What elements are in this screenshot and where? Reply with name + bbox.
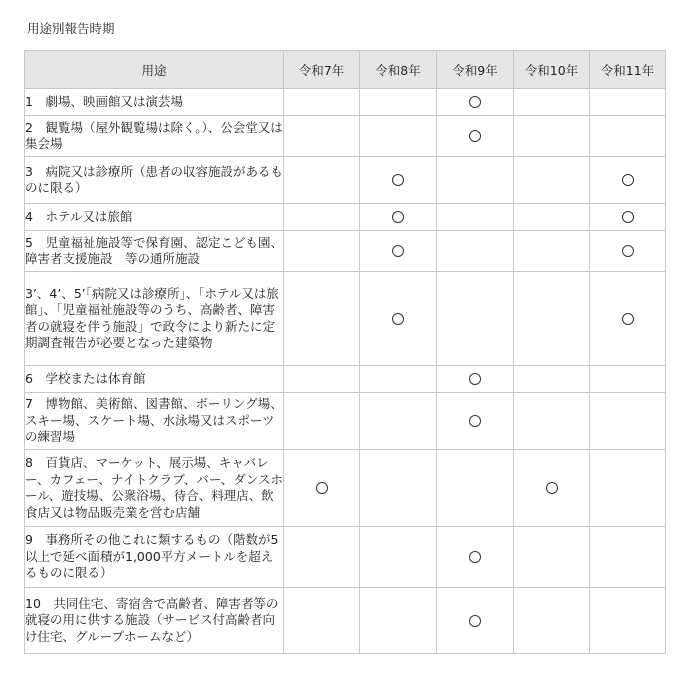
- year-cell: [590, 588, 666, 654]
- report-schedule-table: [24, 50, 666, 654]
- circle-mark-icon: [469, 551, 481, 563]
- year-cell: [590, 157, 666, 204]
- circle-mark-icon: [469, 615, 481, 627]
- use-cell: 5 児童福祉施設等で保育園、認定こども園、障害者支援施設 等の通所施設: [25, 231, 284, 272]
- year-cell: [284, 393, 360, 450]
- year-cell: [284, 89, 360, 116]
- year-cell: [360, 272, 437, 366]
- table-row: [25, 527, 666, 588]
- year-cell: [590, 393, 666, 450]
- year-cell: [360, 157, 437, 204]
- circle-mark-icon: [392, 211, 404, 223]
- use-cell: 8 百貨店、マーケット、展示場、キャバレー、カフェー、ナイトクラブ、バー、ダンスホール、遊技場、公衆浴場、待合、料理店、飲食店又は物品販売業を営む店舗: [25, 450, 284, 527]
- table-row: [25, 272, 666, 366]
- year-cell: [437, 450, 514, 527]
- year-cell: [437, 272, 514, 366]
- use-cell: 3 病院又は診療所（患者の収容施設があるものに限る）: [25, 157, 284, 204]
- circle-mark-icon: [622, 245, 634, 257]
- year-cell: [514, 450, 590, 527]
- circle-mark-icon: [622, 174, 634, 186]
- table-row: [25, 116, 666, 157]
- year-cell: [360, 231, 437, 272]
- year-cell: [514, 366, 590, 393]
- year-cell: [437, 527, 514, 588]
- year-cell: [514, 588, 590, 654]
- year-cell: [514, 527, 590, 588]
- year-cell: [360, 89, 437, 116]
- year-cell: [514, 89, 590, 116]
- year-cell: [590, 366, 666, 393]
- year-cell: [590, 450, 666, 527]
- table-row: [25, 89, 666, 116]
- table-row: [25, 393, 666, 450]
- year-cell: [360, 450, 437, 527]
- circle-mark-icon: [546, 482, 558, 494]
- year-cell: [284, 231, 360, 272]
- year-cell: [590, 204, 666, 231]
- table-row: [25, 450, 666, 527]
- year-cell: [360, 204, 437, 231]
- year-cell: [284, 272, 360, 366]
- use-cell: 1 劇場、映画館又は演芸場: [25, 89, 284, 116]
- year-cell: [284, 588, 360, 654]
- year-cell: [437, 89, 514, 116]
- year-cell: [437, 157, 514, 204]
- year-cell: [284, 116, 360, 157]
- circle-mark-icon: [469, 130, 481, 142]
- use-cell: 6 学校または体育館: [25, 366, 284, 393]
- column-header-year: 令和11年: [590, 51, 666, 89]
- table-header-row: [25, 51, 666, 89]
- year-cell: [590, 231, 666, 272]
- circle-mark-icon: [622, 313, 634, 325]
- year-cell: [590, 527, 666, 588]
- column-header-year: 令和8年: [360, 51, 437, 89]
- use-cell: 3’、4’、5’「病院又は診療所」、「ホテル又は旅館」、「児童福祉施設等のうち、高齢者、障害者の就寝を伴う施設」で政令により新たに定期調査報告が必要となった建築物: [25, 272, 284, 366]
- year-cell: [514, 204, 590, 231]
- year-cell: [284, 366, 360, 393]
- year-cell: [437, 366, 514, 393]
- circle-mark-icon: [469, 415, 481, 427]
- year-cell: [360, 393, 437, 450]
- year-cell: [514, 157, 590, 204]
- table-row: [25, 204, 666, 231]
- year-cell: [284, 204, 360, 231]
- table-row: [25, 157, 666, 204]
- circle-mark-icon: [392, 174, 404, 186]
- table-row: [25, 366, 666, 393]
- year-cell: [514, 272, 590, 366]
- year-cell: [437, 116, 514, 157]
- year-cell: [284, 450, 360, 527]
- column-header-year: 令和7年: [284, 51, 360, 89]
- year-cell: [437, 204, 514, 231]
- year-cell: [360, 116, 437, 157]
- year-cell: [284, 157, 360, 204]
- table-row: [25, 588, 666, 654]
- year-cell: [514, 231, 590, 272]
- column-header-year: 令和9年: [437, 51, 514, 89]
- year-cell: [284, 527, 360, 588]
- year-cell: [514, 393, 590, 450]
- use-cell: 7 博物館、美術館、図書館、ボーリング場、スキー場、スケート場、水泳場又はスポーツの練習場: [25, 393, 284, 450]
- circle-mark-icon: [392, 313, 404, 325]
- year-cell: [437, 393, 514, 450]
- year-cell: [360, 588, 437, 654]
- year-cell: [437, 231, 514, 272]
- table-row: [25, 231, 666, 272]
- year-cell: [590, 272, 666, 366]
- use-cell: 4 ホテル又は旅館: [25, 204, 284, 231]
- circle-mark-icon: [469, 373, 481, 385]
- use-cell: 10 共同住宅、寄宿舎で高齢者、障害者等の就寝の用に供する施設（サービス付高齢者向け住宅、グループホームなど）: [25, 588, 284, 654]
- year-cell: [360, 366, 437, 393]
- circle-mark-icon: [392, 245, 404, 257]
- year-cell: [437, 588, 514, 654]
- column-header-use: 用途: [25, 51, 284, 89]
- circle-mark-icon: [622, 211, 634, 223]
- circle-mark-icon: [469, 96, 481, 108]
- use-cell: 9 事務所その他これに類するもの（階数が5以上で延べ面積が1,000平方メートルを超えるものに限る）: [25, 527, 284, 588]
- year-cell: [590, 116, 666, 157]
- year-cell: [360, 527, 437, 588]
- use-cell: 2 観覧場（屋外観覧場は除く。）、公会堂又は集会場: [25, 116, 284, 157]
- page-title: 用途別報告時期: [27, 21, 115, 36]
- year-cell: [514, 116, 590, 157]
- circle-mark-icon: [316, 482, 328, 494]
- column-header-year: 令和10年: [514, 51, 590, 89]
- year-cell: [590, 89, 666, 116]
